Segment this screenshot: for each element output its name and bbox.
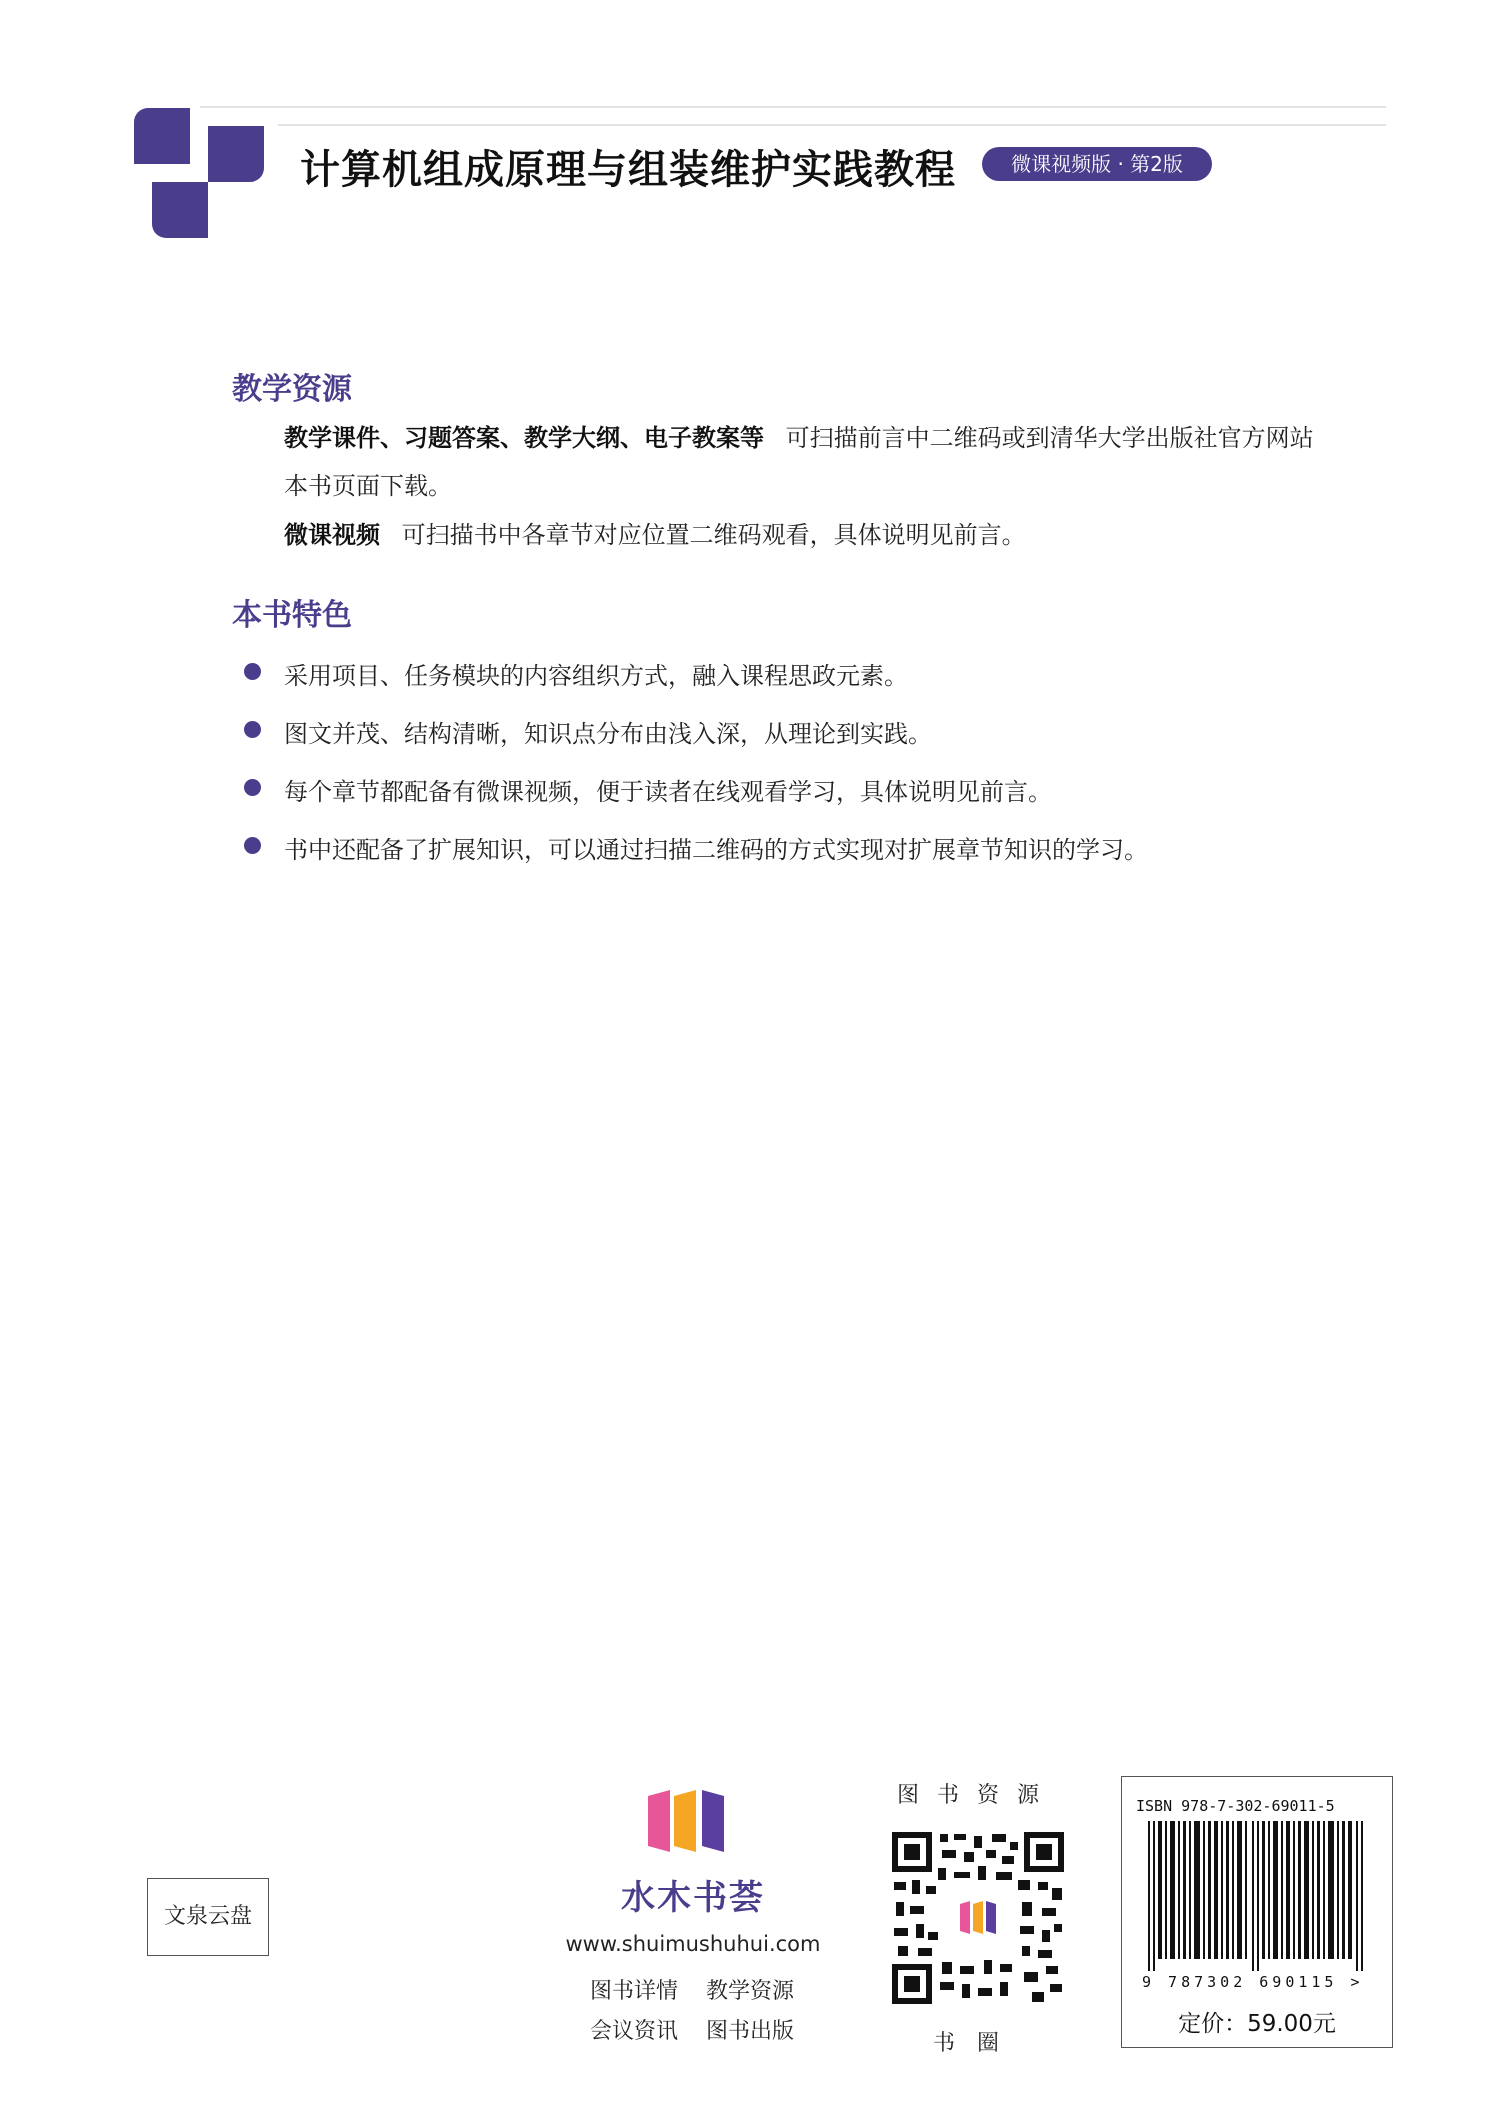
resources-item-2 [284, 515, 1026, 550]
publisher-url[interactable]: www.shuimushuhui.com [565, 1932, 821, 1956]
feature-item-4: 书中还配备了扩展知识，可以通过扫描二维码的方式实现对扩展章节知识的学习。 [284, 836, 1148, 864]
isbn-barcode-box [1121, 1776, 1393, 2048]
qr-code-icon[interactable] [892, 1832, 1064, 2004]
resources-item-2-text: 可扫描书中各章节对应位置二维码观看，具体说明见前言。 [401, 521, 1026, 549]
book-title: 计算机组成原理与组装维护实践教程 [300, 146, 956, 193]
header-rule-top [200, 106, 1386, 108]
resources-item-1-cont: 本书页面下载。 [284, 472, 452, 500]
feature-item-3: 每个章节都配备有微课视频，便于读者在线观看学习，具体说明见前言。 [284, 778, 1052, 806]
link-conference-news[interactable]: 会议资讯 [590, 2019, 679, 2044]
resources-item-2-bold: 微课视频 [284, 521, 380, 549]
features-heading: 本书特色 [232, 598, 352, 633]
bullet-icon [244, 779, 261, 796]
bullet-icon [244, 721, 261, 738]
isbn-number: ISBN 978-7-302-69011-5 [1136, 1797, 1335, 1815]
link-book-details[interactable]: 图书详情 [590, 1979, 679, 2004]
qr-top-label: 图书资源 [896, 1783, 1057, 1808]
resources-heading: 教学资源 [232, 372, 352, 407]
logo-square-2 [208, 126, 264, 182]
barcode-digits: 9 787302 690115 > [1142, 1973, 1364, 1991]
cloud-disk-label: 文泉云盘 [147, 1878, 269, 1956]
resources-item-1-bold: 教学课件、习题答案、教学大纲、电子教案等 [284, 424, 764, 452]
header-rule-bottom [278, 124, 1386, 126]
qr-bottom-label: 书圈 [932, 2031, 1021, 2056]
logo-square-1 [134, 108, 190, 164]
publisher-name: 水木书荟 [621, 1878, 765, 1918]
resources-item-1-text: 可扫描前言中二维码或到清华大学出版社官方网站 [785, 424, 1314, 452]
feature-item-1: 采用项目、任务模块的内容组织方式，融入课程思政元素。 [284, 662, 908, 690]
barcode-icon [1148, 1821, 1366, 1971]
bullet-icon [244, 837, 261, 854]
feature-item-2: 图文并茂、结构清晰，知识点分布由浅入深，从理论到实践。 [284, 720, 932, 748]
book-logo-icon [644, 1786, 742, 1858]
price-label: 定价：59.00元 [1178, 2011, 1336, 2037]
edition-badge: 微课视频版 · 第2版 [982, 147, 1212, 181]
link-book-publishing[interactable]: 图书出版 [706, 2019, 795, 2044]
resources-item-1 [284, 418, 1314, 453]
bullet-icon [244, 663, 261, 680]
logo-square-3 [152, 182, 208, 238]
link-teaching-resources[interactable]: 教学资源 [706, 1979, 795, 2004]
